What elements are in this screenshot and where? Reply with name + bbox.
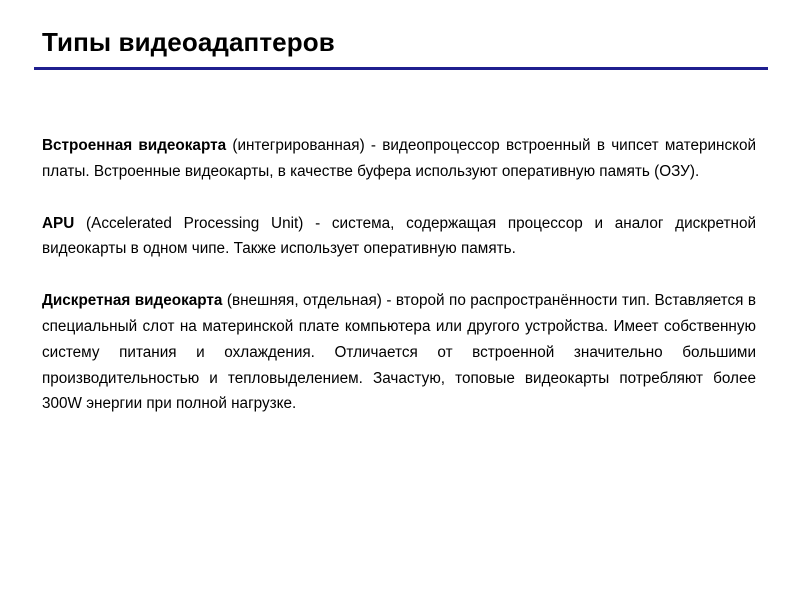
term-discrete-gpu: Дискретная видеокарта (42, 292, 223, 310)
description-apu: (Accelerated Processing Unit) - система, содержащая процессор и аналог дискретной видеокарты в одном чипе. Также использует оперативную память. (42, 214, 756, 258)
slide-title: Типы видеоадаптеров (42, 27, 335, 57)
term-apu: APU (42, 214, 75, 232)
paragraph-integrated-gpu (42, 133, 756, 185)
description-discrete-gpu: (внешняя, отдельная) - второй по распространённости тип. Вставляется в специальный слот на материнской плате компьютера или другого устройства. Имеет собственную систему питания и охлаждения. Отличается от встроенной значительно большими производительностью и тепловыделением. Зачастую, топовые видеокарты потребляют более 300W энергии при полной нагрузке. (42, 292, 757, 413)
paragraph-apu (42, 211, 756, 263)
paragraph-discrete-gpu (42, 288, 756, 417)
description-integrated-gpu: (интегрированная) - видеопроцессор встроенный в чипсет материнской платы. Встроенные видеокарты, в качестве буфера используют оперативную память (ОЗУ). (42, 137, 757, 180)
slide-content (42, 133, 756, 417)
title-underline (34, 67, 768, 70)
term-integrated-gpu: Встроенная видеокарта (42, 137, 227, 154)
